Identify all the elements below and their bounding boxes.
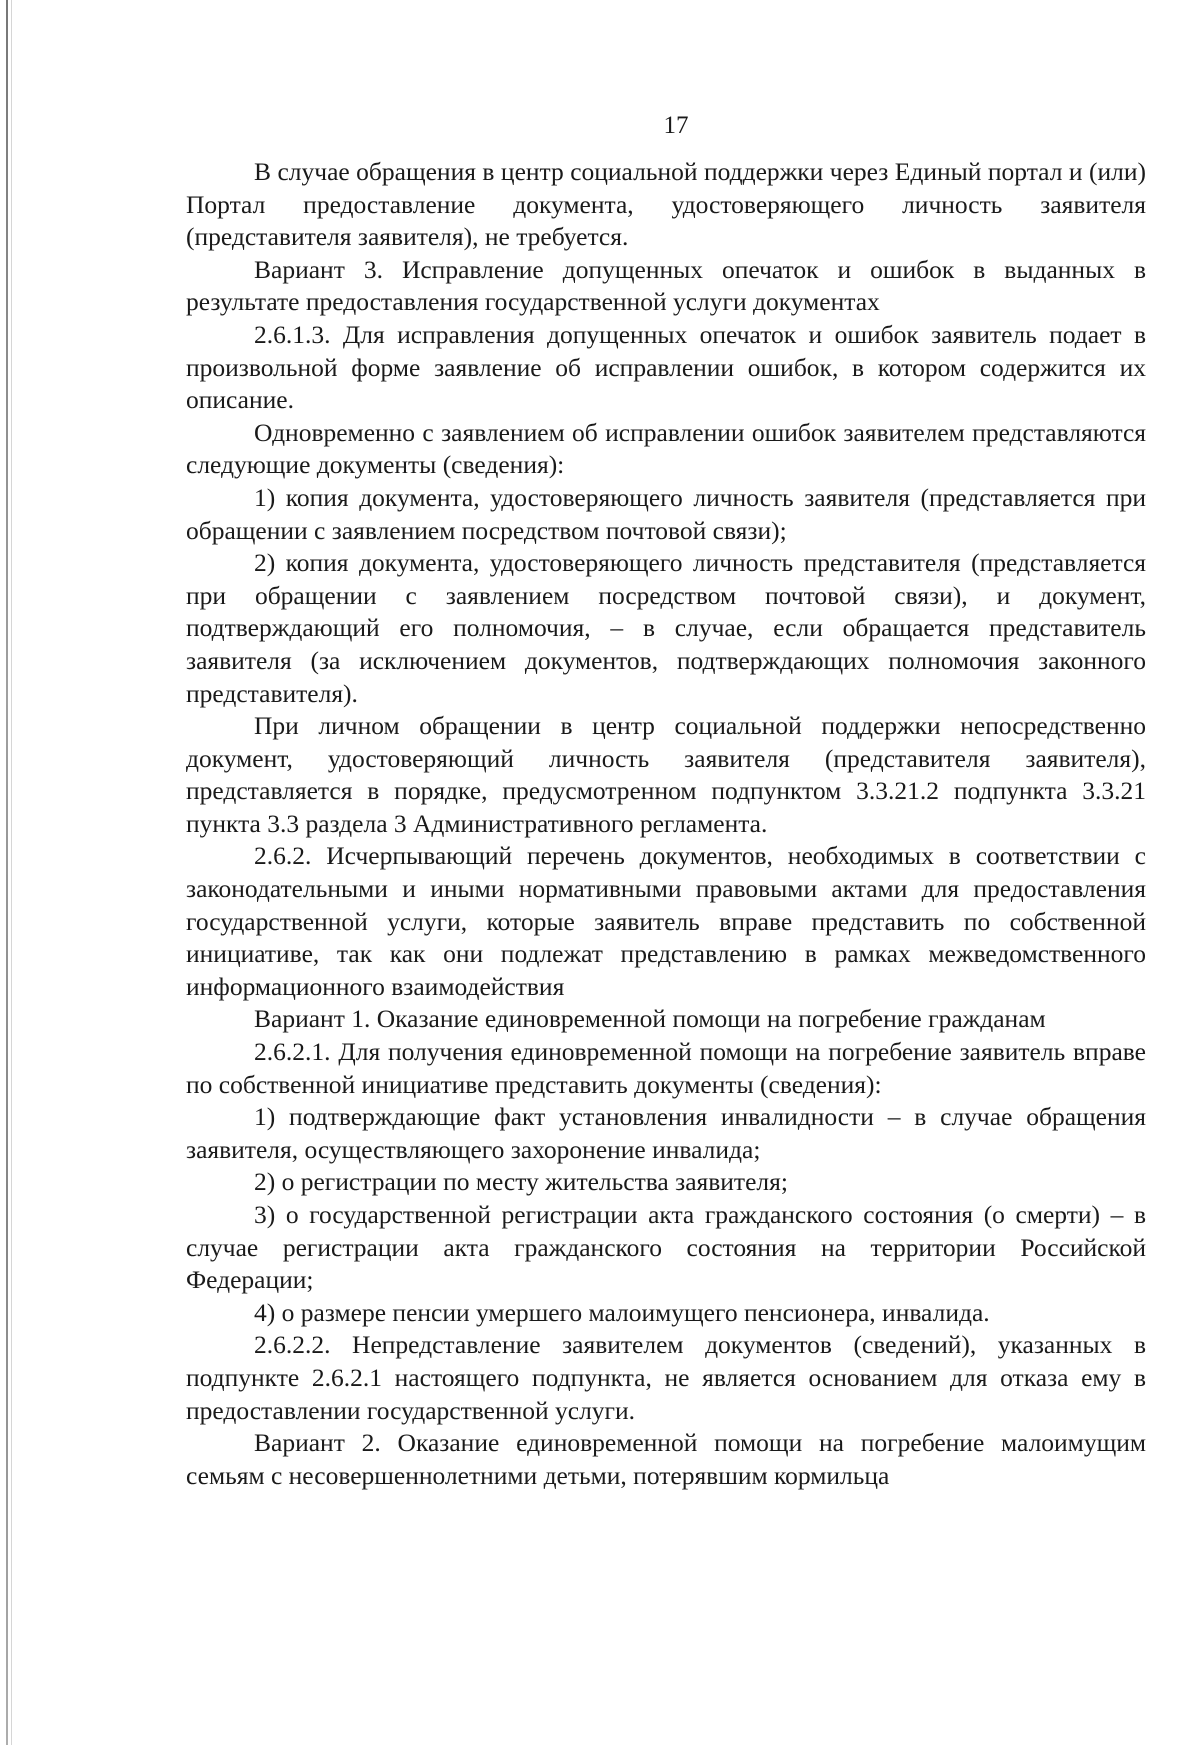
paragraph: 3) о государственной регистрации акта гражданского состояния (о смерти) – в случае регистрации акта гражданского состояния на территории Российской Федерации;: [186, 1200, 1146, 1295]
paragraph: Вариант 2. Оказание единовременной помощи на погребение малоимущим семьям с несовершеннолетними детьми, потерявшим кормильца: [186, 1428, 1146, 1490]
paragraph: В случае обращения в центр социальной поддержки через Единый портал и (или) Портал предоставление документа, удостоверяющего личность заявителя (представителя заявителя), не требуется.: [186, 157, 1146, 252]
document-page: [186, 112, 1146, 1492]
paragraph: Одновременно с заявлением об исправлении ошибок заявителем представляются следующие документы (сведения):: [186, 417, 1146, 480]
paragraph: 2) о регистрации по месту жительства заявителя;: [254, 1167, 788, 1197]
document-body: [186, 156, 1146, 1492]
paragraph: 1) подтверждающие факт установления инвалидности – в случае обращения заявителя, осуществляющего захоронение инвалида;: [186, 1102, 1146, 1164]
paragraph: Вариант 3. Исправление допущенных опечаток и ошибок в выданных в результате предоставления государственной услуги документах: [186, 254, 1146, 317]
page-number: 17: [663, 112, 689, 139]
scan-edge-secondary: [11, 0, 12, 1745]
paragraph: 2.6.2. Исчерпывающий перечень документов, необходимых в соответствии с законодательными и иными нормативными правовыми актами для предоставления государственной услуги, которые заявитель вправе представить по собственной инициативе, так как они подлежат представлению в рамках межведомственного информационного взаимодействия: [186, 841, 1146, 1001]
paragraph: 1) копия документа, удостоверяющего личность заявителя (представляется при обращении с заявлением посредством почтовой связи);: [186, 482, 1146, 545]
paragraph: 2.6.2.2. Непредставление заявителем документов (сведений), указанных в подпункте 2.6.2.1 настоящего подпункта, не является основанием для отказа ему в предоставлении государственной услуги.: [186, 1330, 1146, 1425]
scan-edge: [6, 0, 8, 1745]
paragraph: Вариант 1. Оказание единовременной помощи на погребение гражданам: [254, 1004, 1046, 1034]
paragraph: При личном обращении в центр социальной поддержки непосредственно документ, удостоверяющий личность заявителя (представителя заявителя), представляется в порядке, предусмотренном подпунктом 3.3.21.2 подпункта 3.3.21 пункта 3.3 раздела 3 Административного регламента.: [186, 711, 1146, 838]
paragraph: 2.6.1.3. Для исправления допущенных опечаток и ошибок заявитель подает в произвольной форме заявление об исправлении ошибок, в котором содержится их описание.: [186, 319, 1146, 415]
paragraph: 4) о размере пенсии умершего малоимущего пенсионера, инвалида.: [254, 1297, 990, 1327]
paragraph: 2.6.2.1. Для получения единовременной помощи на погребение заявитель вправе по собственной инициативе представить документы (сведения):: [186, 1037, 1146, 1099]
paragraph: 2) копия документа, удостоверяющего личность представителя (представляется при обращении с заявлением посредством почтовой связи), и документ, подтверждающий его полномочия, – в случае, если обращается представитель заявителя (за исключением документов, подтверждающих полномочия законного представителя).: [186, 548, 1146, 708]
